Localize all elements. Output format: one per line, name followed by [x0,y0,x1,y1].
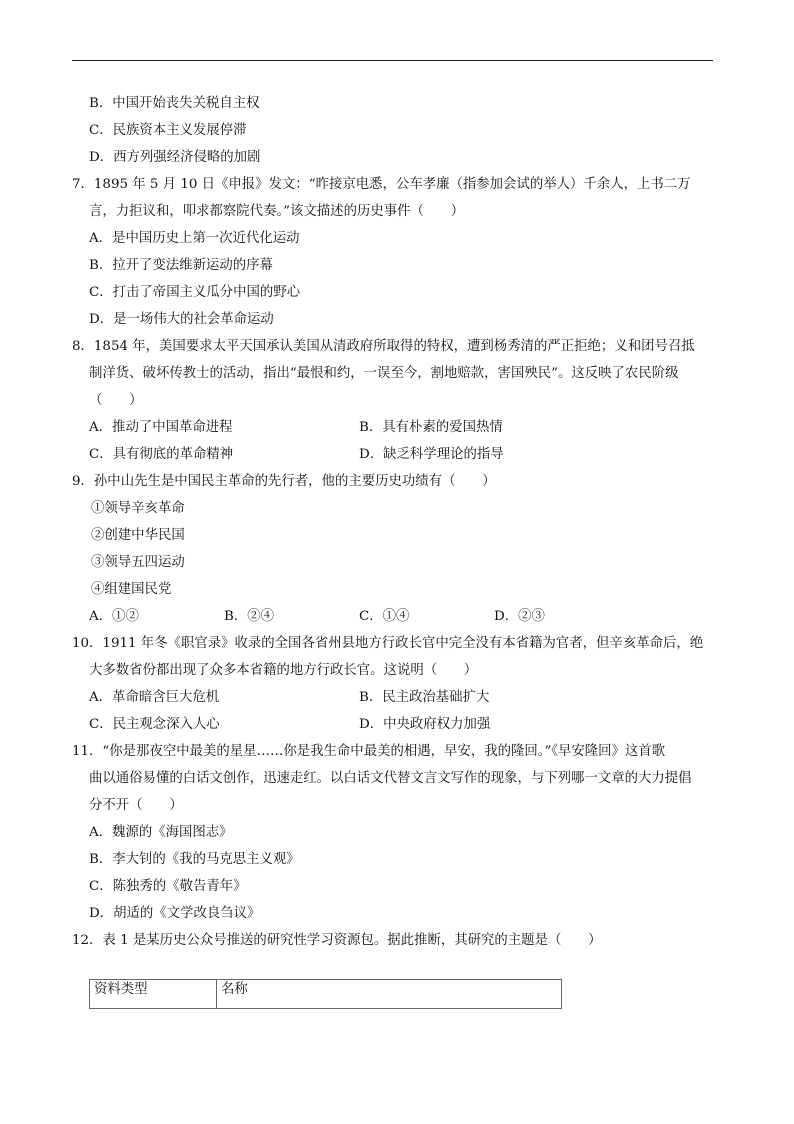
q7-option-c[interactable]: C．打击了帝国主义瓜分中国的野心 [89,285,301,300]
q12-resource-table [89,979,562,1009]
q10-stem-line-1: 10．1911 年冬《职官录》收录的全国各省州县地方行政长官中完全没有本省籍为官者，但辛亥革命后，绝 [72,636,704,651]
q9-stem: 9．孙中山先生是中国民主革命的先行者，他的主要历史功绩有（ ） [72,474,496,489]
q8-option-b[interactable]: B．具有朴素的爱国热情 [359,420,503,435]
q9-item-1: ①领导辛亥革命 [91,501,185,516]
q11-option-a[interactable]: A．魏源的《海国图志》 [89,825,233,840]
table-header-type: 资料类型 [90,980,217,1009]
q8-option-d[interactable]: D．缺乏科学理论的指导 [359,447,504,462]
q8-options-row-1 [72,414,712,441]
q10-option-c[interactable]: C．民主观念深入人心 [89,717,220,732]
q9-option-a[interactable]: A．①② [89,609,139,624]
q10-option-d[interactable]: D．中央政府权力加强 [359,717,491,732]
q9-option-d[interactable]: D．②③ [494,609,545,624]
q10-stem-line-2: 大多数省份都出现了众多本省籍的地方行政长官。这说明（ ） [89,663,478,678]
q8-stem-line-2: 制洋货、破坏传教士的活动，指出“最恨和约，一误至今，割地赔款，害国殃民”。这反映了农民阶级 [89,366,679,381]
q11-stem-line-3: 分不开（ ） [89,798,183,813]
q8-option-a[interactable]: A．推动了中国革命进程 [89,420,233,435]
q10-options-row-1 [72,684,712,711]
q6-option-d[interactable]: D．西方列强经济侵略的加剧 [89,150,261,165]
q8-stem-line-1: 8．1854 年，美国要求太平天国承认美国从清政府所取得的特权，遭到杨秀清的严正拒绝；义和团号召抵 [72,339,695,354]
q11-option-c[interactable]: C．陈独秀的《敬告青年》 [89,879,247,894]
header-rule [72,60,713,61]
q10-option-b[interactable]: B．民主政治基础扩大 [359,690,490,705]
table-header-row [90,980,562,1009]
q11-stem-line-2: 曲以通俗易懂的白话文创作，迅速走红。以白话文代替文言文写作的现象，与下列哪一文章的大力提倡 [89,771,692,786]
q9-item-2: ②创建中华民国 [91,528,185,543]
q7-option-a[interactable]: A．是中国历史上第一次近代化运动 [89,231,300,246]
q10-option-a[interactable]: A．革命暗含巨大危机 [89,690,220,705]
q6-option-b[interactable]: B．中国开始丧失关税自主权 [89,96,260,111]
q11-option-b[interactable]: B．李大钊的《我的马克思主义观》 [89,852,300,867]
q7-stem-line-2: 言，力拒议和，叩求都察院代奏。”该文描述的历史事件（ ） [89,204,465,219]
q12-stem: 12．表 1 是某历史公众号推送的研究性学习资源包。据此推断，其研究的主题是（ ） [72,933,602,948]
q10-options-row-2 [72,711,712,738]
q6-option-c[interactable]: C．民族资本主义发展停滞 [89,123,247,138]
q7-option-b[interactable]: B．拉开了变法维新运动的序幕 [89,258,273,273]
q8-options-row-2 [72,441,712,468]
q9-options-row [72,603,712,630]
exam-content [72,90,712,954]
q9-option-b[interactable]: B．②④ [224,609,275,624]
q7-stem-line-1: 7．1895 年 5 月 10 日《申报》发文：“昨接京电悉，公车孝廉（指参加会试的举人）千余人，上书二万 [72,177,691,192]
q9-item-4: ④组建国民党 [91,582,172,597]
q11-stem-line-1: 11．“你是那夜空中最美的星星……你是我生命中最美的相遇，早安，我的隆回。”《早安隆回》这首歌 [72,744,666,759]
q8-option-c[interactable]: C．具有彻底的革命精神 [89,447,234,462]
q11-option-d[interactable]: D．胡适的《文学改良刍议》 [89,906,261,921]
q9-item-3: ③领导五四运动 [91,555,185,570]
q7-option-d[interactable]: D．是一场伟大的社会革命运动 [89,312,274,327]
table-header-name: 名称 [217,980,562,1009]
q8-stem-line-3: （ ） [89,393,143,408]
q9-option-c[interactable]: C．①④ [359,609,410,624]
